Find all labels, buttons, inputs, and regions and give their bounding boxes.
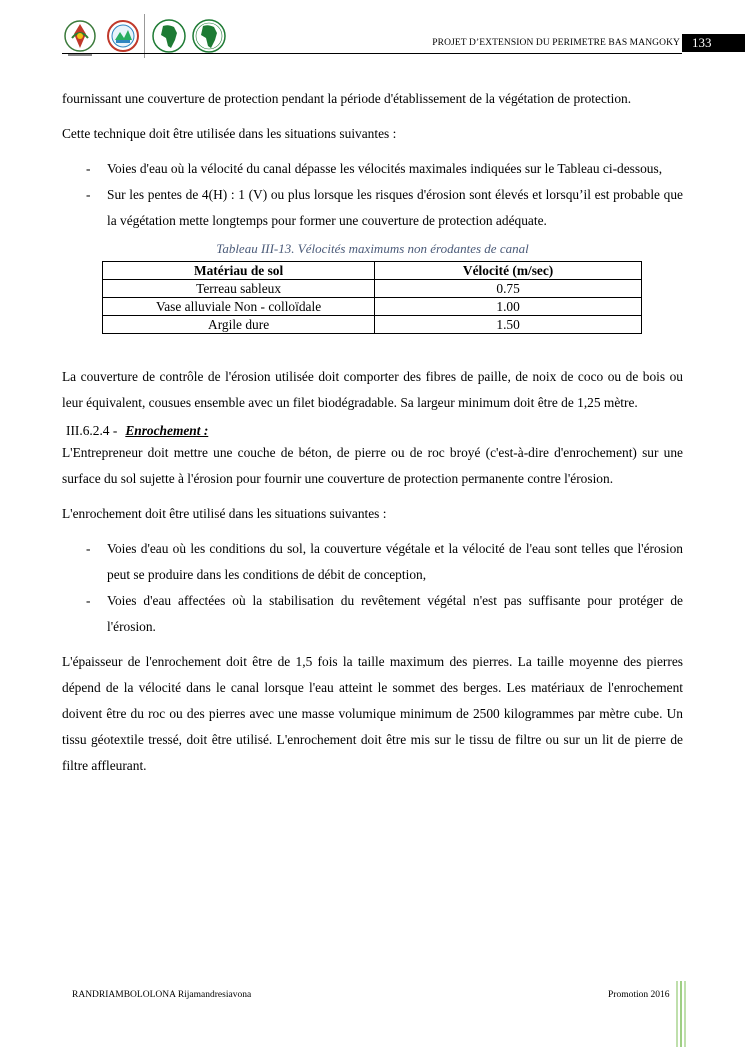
list-item: - Voies d'eau affectées où la stabilisation du revêtement végétal n'est pas suffisante pour protéger de l'érosion.: [86, 593, 683, 634]
paragraph-enrochement-usage: L'enrochement doit être utilisé dans les situations suivantes :: [62, 506, 387, 521]
paragraph-erosion-cover: La couverture de contrôle de l'érosion utilisée doit comporter des fibres de paille, de noix de coco ou de bois ou leur équivalent, cousues ensemble avec un filet biodégradable. Sa largeur minimum doit être de 1,25 mètre.: [62, 369, 683, 410]
header-rule: [62, 53, 682, 54]
table-cell: 1.50: [375, 316, 642, 334]
africa-logo-icon: [150, 18, 188, 58]
table-row: [103, 316, 642, 334]
header-project-title: PROJET D’EXTENSION DU PERIMETRE BAS MANGOKY: [432, 38, 680, 48]
situations-list-2: [62, 536, 683, 640]
table-header-material: Matériau de sol: [103, 262, 375, 280]
page-content: [62, 86, 683, 779]
agency-logo-icon: [106, 18, 140, 58]
table-cell: 1.00: [375, 298, 642, 316]
footer-promotion: Promotion 2016: [608, 990, 670, 1000]
list-item: - Voies d'eau où la vélocité du canal dépasse les vélocités maximales indiquées sur le Tableau ci-dessous,: [86, 161, 663, 176]
section-number: III.6.2.4 -: [66, 423, 118, 438]
velocity-table: [102, 261, 642, 334]
table-header-velocity: Vélocité (m/sec): [375, 262, 642, 280]
table-cell: Terreau sableux: [103, 280, 375, 298]
section-title: Enrochement :: [125, 423, 209, 438]
paragraph-protection: fournissant une couverture de protection pendant la période d'établissement de la végétation de protection.: [62, 91, 632, 106]
list-item: - Sur les pentes de 4(H) : 1 (V) ou plus lorsque les risques d'érosion sont élevés et lorsqu’il est probable que la végétation mette longtemps pour former une couverture de protection adéquate.: [86, 187, 683, 228]
paragraph-technique-intro: Cette technique doit être utilisée dans les situations suivantes :: [62, 126, 397, 141]
situations-list-1: [62, 156, 683, 234]
ministry-logo-icon: [62, 18, 98, 58]
logo-divider: [144, 14, 145, 58]
table-caption: Tableau III-13. Vélocités maximums non érodantes de canal: [216, 241, 529, 256]
africa-fund-logo-icon: [190, 18, 228, 58]
table-cell: Argile dure: [103, 316, 375, 334]
table-cell: Vase alluviale Non - colloïdale: [103, 298, 375, 316]
table-row: [103, 298, 642, 316]
table-row: [103, 280, 642, 298]
table-cell: 0.75: [375, 280, 642, 298]
paragraph-enrochement-intro: L'Entrepreneur doit mettre une couche de béton, de pierre ou de roc broyé (c'est-à-dire d'enrochement) sur une surface du sol sujette à l'érosion pour fournir une couverture de protection permanente contre l'érosion.: [62, 445, 683, 486]
list-item: - Voies d'eau où les conditions du sol, la couverture végétale et la vélocité de l'eau sont telles que l'érosion peut se produire dans les conditions de débit de conception,: [86, 541, 683, 582]
paragraph-enrochement-thickness: L'épaisseur de l'enrochement doit être de 1,5 fois la taille maximum des pierres. La taille moyenne des pierres dépend de la vélocité dans le canal lorsque l'eau atteint le sommet des berges. Les matériaux de l'enrochement doivent être du roc ou des pierres avec une masse volumique minimum de 2500 kilogrammes par mètre cube. Un tissu géotextile tressé, doit être utilisé. L'enrochement doit être mis sur le tissu de filtre ou sur un lit de pierre de filtre affleurant.: [62, 654, 683, 773]
footer-decoration: [675, 981, 689, 1047]
section-heading: [62, 422, 683, 440]
page-number: 133: [682, 34, 745, 52]
footer-author: RANDRIAMBOLOLONA Rijamandresiavona: [72, 990, 252, 1000]
